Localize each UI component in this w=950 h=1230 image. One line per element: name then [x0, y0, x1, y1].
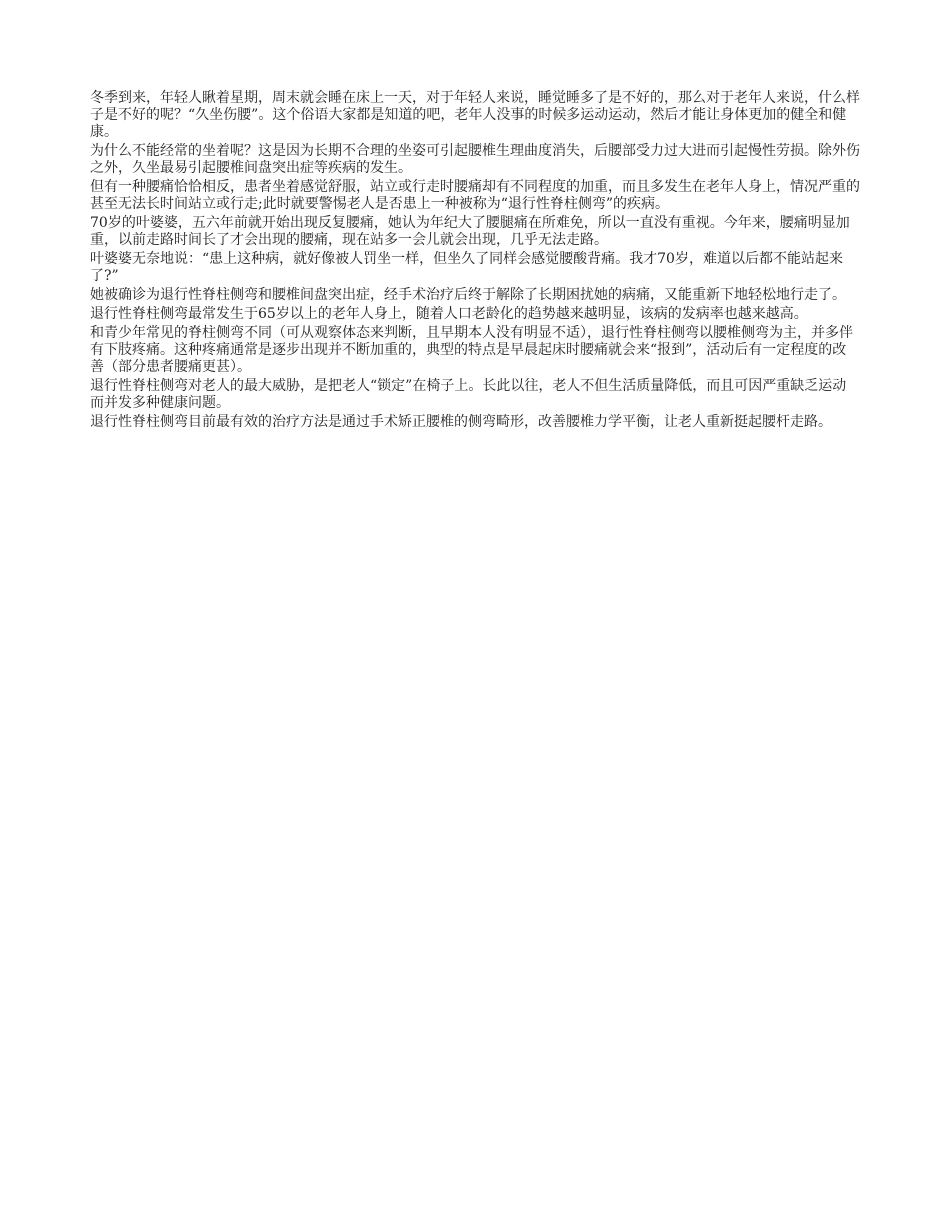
paragraph-4: 70岁的叶婆婆，五六年前就开始出现反复腰痛，她认为年纪大了腰腿痛在所难免，所以一直没有重视。今年来，腰痛明显加重，以前走路时间长了才会出现的腰痛，现在站多一会儿就会出现，几乎无法走路。: [90, 215, 850, 248]
paragraph-2: 为什么不能经常的坐着呢？这是因为长期不合理的坐姿可引起腰椎生理曲度消失，后腰部受力过大进而引起慢性劳损。除外伤之外，久坐最易引起腰椎间盘突出症等疾病的发生。: [90, 143, 860, 176]
document-body: [90, 90, 860, 433]
paragraph-5: 叶婆婆无奈地说：“患上这种病，就好像被人罚坐一样，但坐久了同样会感觉腰酸背痛。我才70岁，难道以后都不能站起来了?”: [90, 251, 843, 284]
paragraph-6: 她被确诊为退行性脊柱侧弯和腰椎间盘突出症，经手术治疗后终于解除了长期困扰她的病痛，又能重新下地轻松地行走了。: [90, 287, 846, 303]
paragraph-7: 退行性脊柱侧弯最常发生于65岁以上的老年人身上，随着人口老龄化的趋势越来越明显，该病的发病率也越来越高。: [90, 306, 808, 322]
paragraph-1: 冬季到来，年轻人瞅着星期，周末就会睡在床上一天，对于年轻人来说，睡觉睡多了是不好的，那么对于老年人来说，什么样子是不好的呢？“久坐伤腰”。这个俗语大家都是知道的吧，老年人没事的时候多运动运动，然后才能让身体更加的健全和健康。: [90, 90, 860, 140]
paragraph-9: 退行性脊柱侧弯对老人的最大威胁，是把老人“锁定”在椅子上。长此以往，老人不但生活质量降低，而且可因严重缺乏运动而并发多种健康问题。: [90, 378, 847, 411]
paragraph-8: 和青少年常见的脊柱侧弯不同（可从观察体态来判断，且早期本人没有明显不适），退行性脊柱侧弯以腰椎侧弯为主，并多伴有下肢疼痛。这种疼痛通常是逐步出现并不断加重的，典型的特点是早晨起床时腰痛就会来“报到”，活动后有一定程度的改善（部分患者腰痛更甚）。: [90, 325, 853, 375]
paragraph-10: 退行性脊柱侧弯目前最有效的治疗方法是通过手术矫正腰椎的侧弯畸形，改善腰椎力学平衡，让老人重新挺起腰杆走路。: [90, 414, 832, 430]
paragraph-3: 但有一种腰痛恰恰相反，患者坐着感觉舒服，站立或行走时腰痛却有不同程度的加重，而且多发生在老年人身上，情况严重的甚至无法长时间站立或行走;此时就要警惕老人是否患上一种被称为“退行性脊柱侧弯”的疾病。: [90, 179, 860, 212]
